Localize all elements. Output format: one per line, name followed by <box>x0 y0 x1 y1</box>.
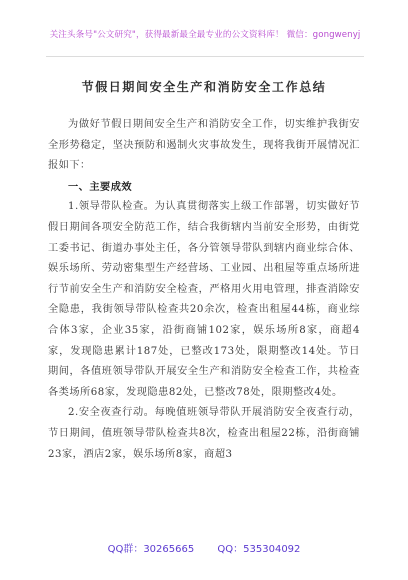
footer-qq: QQ：535304092 <box>217 544 301 555</box>
document-body <box>48 110 360 465</box>
page-header <box>46 0 364 57</box>
header-note: 关注头条号"公文研究"，获得最新最全最专业的公文资料库！ 微信：gongwenyj <box>49 30 361 40</box>
page-footer <box>0 540 408 558</box>
paragraph-2: 2.安全夜查行动。每晚值班领导带队开展消防安全夜查行动，节日期间，值班领导带队检查共8次，检查出租屋22栋，沿街商铺23家，酒店2家，娱乐场所8家，商超3 <box>48 407 360 460</box>
intro-paragraph: 为做好节假日期间安全生产和消防安全工作，切实维护我街安全形势稳定，坚决预防和遏制火灾事故发生，现将我街开展情况汇报如下： <box>48 119 360 172</box>
paragraph-1: 1.领导带队检查。为认真贯彻落实上级工作部署，切实做好节假日期间各项安全防范工作，结合我街辖内当前安全形势，由街党工委书记、街道办事处主任，各分管领导带队到辖内商业综合体、娱乐场所、劳动密集型生产经营场、工业园、出租屋等重点场所进行节前安全生产和消防安全检查，严格用火用电管理，排查消除安全隐患，我街领导带队检查共20余次，检查出租屋44栋，商业综合体3家，企业35家，沿街商铺102家，娱乐场所8家，商超4家，发现隐患累计187处，已整改173处，限期整改14处。节日期间，各值班领导带队开展安全生产和消防安全检查工作，共检查各类场所68家，发现隐患82处，已整改78处，限期整改4处。 <box>48 201 360 398</box>
document-title: 节假日期间安全生产和消防安全工作总结 <box>81 80 327 94</box>
section-heading: 一、主要成效 <box>68 180 133 193</box>
footer-qq-group: QQ群：30265665 <box>107 544 195 555</box>
